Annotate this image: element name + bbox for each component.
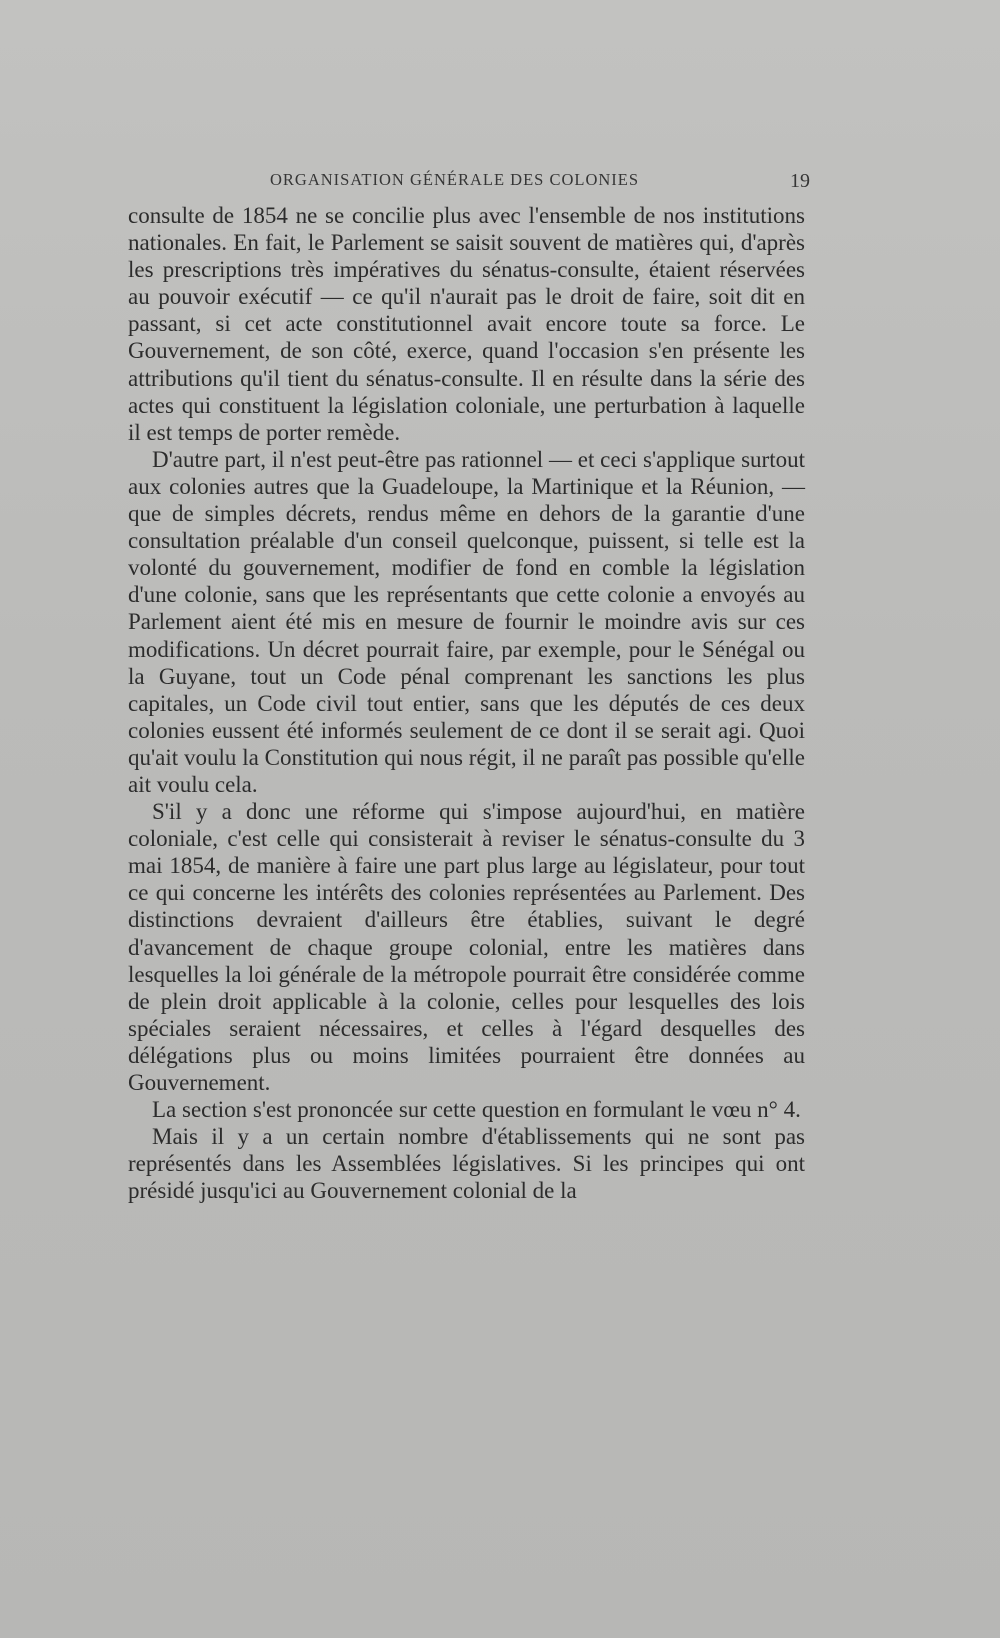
running-title: ORGANISATION GÉNÉRALE DES COLONIES: [270, 170, 640, 189]
paragraph: D'autre part, il n'est peut-être pas rationnel — et ceci s'applique surtout aux colonies autres que la Guadeloupe, la Martinique et la Réunion, — que de simples décrets, rendus même en dehors de la garantie d'une consultation préalable d'un conseil quelconque, puissent, si telle est la volonté du gouvernement, modifier de fond en comble la législation d'une colonie, sans que les représentants que cette colonie a envoyés au Parlement aient été mis en mesure de fournir le moindre avis sur ces modifications. Un décret pourrait faire, par exemple, pour le Sénégal ou la Guyane, tout un Code pénal comprenant les sanctions les plus capitales, un Code civil tout entier, sans que les députés de ces deux colonies eussent été informés seulement de ce dont il se serait agi. Quoi qu'ait voulu la Constitution qui nous régit, il ne paraît pas possible qu'elle ait voulu cela.: [128, 446, 805, 797]
paragraph: consulte de 1854 ne se concilie plus avec l'ensemble de nos institutions nationales. En fait, le Parlement se saisit souvent de matières qui, d'après les prescriptions très impératives du sénatus-consulte, étaient réservées au pouvoir exécutif — ce qu'il n'aurait pas le droit de faire, soit dit en passant, si cet acte constitutionnel avait encore toute sa force. Le Gouvernement, de son côté, exerce, quand l'occasion s'en présente les attributions qu'il tient du sénatus-consulte. Il en résulte dans la série des actes qui constituent la législation coloniale, une perturbation à laquelle il est temps de porter remède.: [128, 203, 805, 445]
paragraph: Mais il y a un certain nombre d'établissements qui ne sont pas représentés dans les Assemblées législatives. Si les principes qui ont présidé jusqu'ici au Gouvernement colonial de la: [128, 1124, 805, 1204]
page-number: 19: [790, 170, 810, 192]
paragraph: S'il y a donc une réforme qui s'impose aujourd'hui, en matière coloniale, c'est celle qui consisterait à reviser le sénatus-consulte du 3 mai 1854, de manière à faire une part plus large au législateur, pour tout ce qui concerne les intérêts des colonies représentées au Parlement. Des distinctions devraient d'ailleurs être établies, suivant le degré d'avancement de chaque groupe colonial, entre les matières dans lesquelles la loi générale de la métropole pourrait être considérée comme de plein droit applicable à la colonie, celles pour lesquelles des lois spéciales seraient nécessaires, et celles à l'égard desquelles des délégations plus ou moins limitées pourraient être données au Gouvernement.: [128, 799, 805, 1095]
paragraph: La section s'est prononcée sur cette question en formulant le vœu n° 4.: [152, 1097, 801, 1123]
running-head: [140, 170, 810, 196]
body-text: [128, 202, 805, 1204]
